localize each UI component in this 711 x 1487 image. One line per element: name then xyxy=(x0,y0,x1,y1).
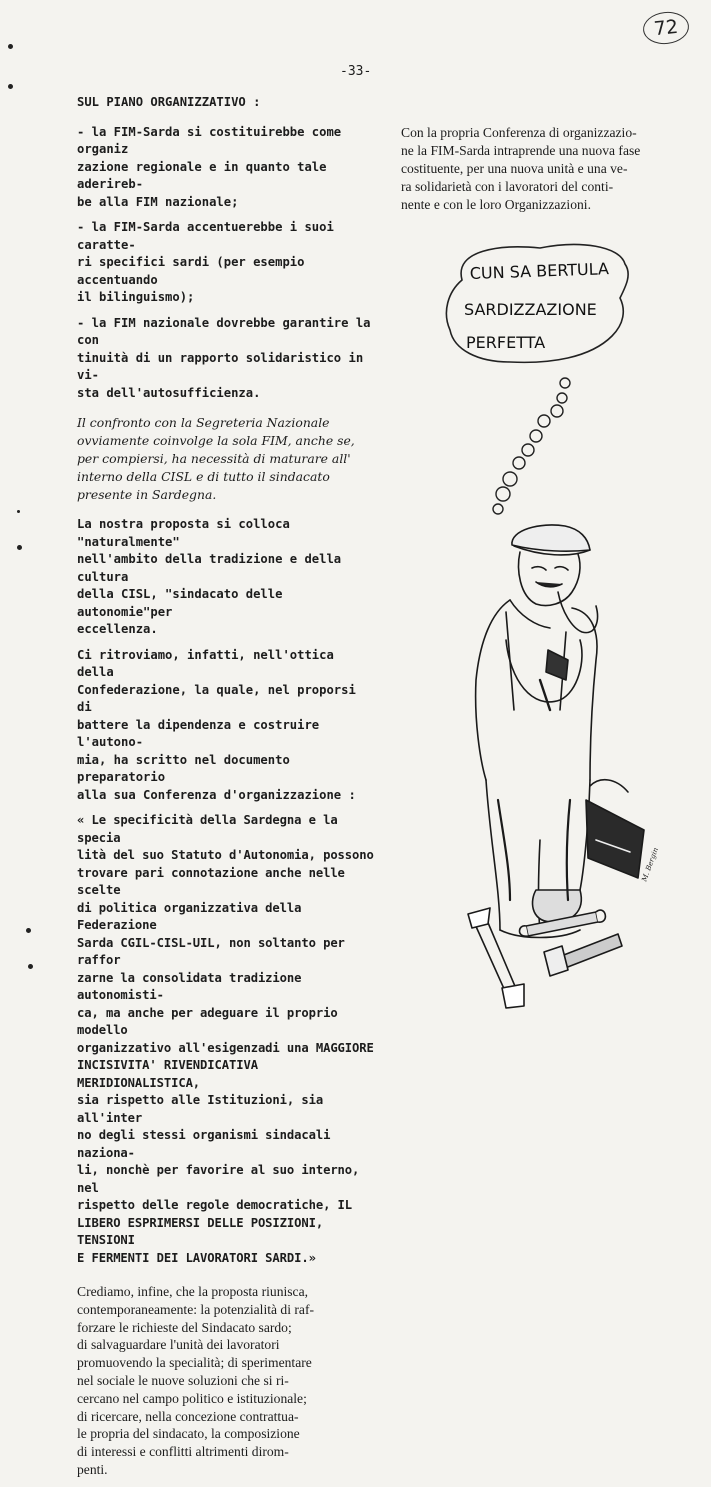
bubble-line: PERFETTA xyxy=(466,333,546,352)
italic-note: Il confronto con la Segreteria Nazionale ovviamente coinvolge la sola FIM, anche se, per compiersi, ha necessità di maturare all' interno della CISL e di tutto il sindacato presente in Sardegna. xyxy=(77,415,355,502)
margin-dot xyxy=(17,545,22,550)
margin-dot xyxy=(17,510,20,513)
scattered-tools xyxy=(468,908,622,1008)
worker-figure xyxy=(476,525,644,938)
paragraph: Crediamo, infine, che la proposta riunisca, contemporaneamente: la potenzialità di raf- forzare le richieste del Sindacato sardo; di salvaguardare l'unità dei lavoratori promuovendo la specialità; di sperimentare nel sociale le nuove soluzioni che si ri- cercano nel campo politico e istituzionale; di ricercare, nella concezione contrattua- le propria del sindacato, la composizione di interessi e conflitti altrimenti dirom- penti. xyxy=(77,1284,315,1477)
bubble-line: SARDIZZAZIONE xyxy=(464,300,597,319)
list-item: - la FIM-Sarda accentuerebbe i suoi caratte- ri specifici sardi (per esempio accentuando il bilinguismo); xyxy=(77,220,334,304)
thought-dots xyxy=(493,378,570,514)
bubble-line: CUN SA BERTULA xyxy=(469,259,610,283)
quotation: « Le specificità della Sardegna e la specia lità del suo Statuto d'Autonomia, possono trovare pari connotazione anche nelle scelte di politica organizzativa della Federazione Sarda CGIL-CISL-UIL, non soltanto per raffor zarne la consolidata tradizione autonomisti- ca, ma anche per adeguare il proprio modello organizzativo all'esigenzadi una MAGGIORE INCISIVITA' RIVENDICATIVA MERIDIONALISTICA, sia rispetto alle Istituzioni, sia all'inter no degli stessi organismi sindacali naziona- li, nonchè per favorire al suo interno, nel rispetto delle regole democratiche, IL LIBERO ESPRIMERSI DELLE POSIZIONI, TENSIONI E FERMENTI DEI LAVORATORI SARDI.» xyxy=(77,813,374,1265)
right-paragraph: Con la propria Conferenza di organizzazio- ne la FIM-Sarda intraprende una nuova fase costituente, per una nuova unità e una ve- ra solidarietà con i lavoratori del conti- nente e con le loro Organizzazioni. xyxy=(401,125,641,212)
paragraph: Ci ritroviamo, infatti, nell'ottica della Confederazione, la quale, nel proporsi di battere la dipendenza e costruire l'autono- mia, ha scritto nel documento preparatorio alla sua Conferenza d'organizzazione : xyxy=(77,647,356,802)
cartoon-illustration xyxy=(440,240,700,1020)
page-number: -33- xyxy=(340,64,372,79)
left-column xyxy=(77,94,377,1487)
page-stamp: 72 xyxy=(641,10,690,47)
margin-dot xyxy=(28,964,33,969)
section-heading: SUL PIANO ORGANIZZATIVO : xyxy=(77,95,261,109)
signature: M. Bergin xyxy=(640,846,661,883)
list-item: - la FIM nazionale dovrebbe garantire la con tinuità di un rapporto solidaristico in vi- sta dell'autosufficienza. xyxy=(77,315,371,400)
paragraph: La nostra proposta si colloca "naturalmente" nell'ambito della tradizione e della cultura della CISL, "sindacato delle autonomie"per eccellenza. xyxy=(77,517,342,636)
margin-dot xyxy=(8,44,13,49)
list-item: - la FIM-Sarda si costituirebbe come organiz zazione regionale e in quanto tale aderireb- be alla FIM nazionale; xyxy=(77,124,342,209)
margin-dot xyxy=(8,84,13,89)
margin-dot xyxy=(26,928,31,933)
